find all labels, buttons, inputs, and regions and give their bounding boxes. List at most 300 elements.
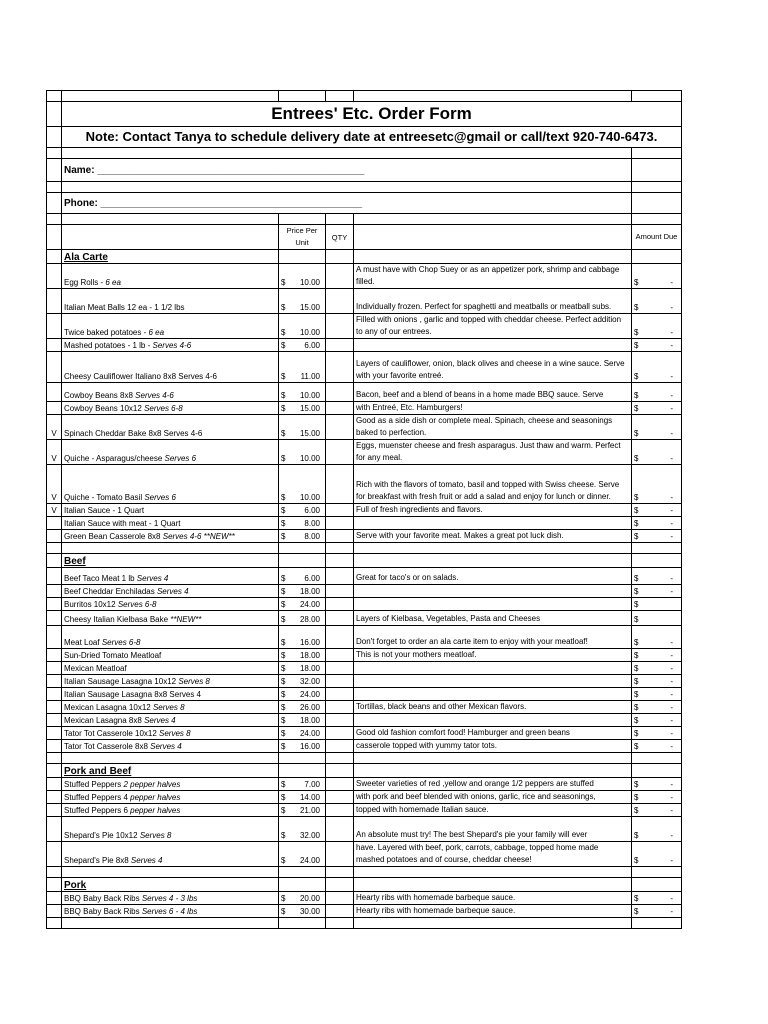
currency-sign: $ bbox=[281, 677, 286, 686]
amount-wrap bbox=[634, 792, 679, 803]
currency-sign: $ bbox=[634, 638, 639, 647]
amount-due bbox=[632, 649, 682, 662]
item-name bbox=[62, 688, 279, 701]
empty-cell bbox=[326, 867, 354, 878]
qty-input-cell[interactable] bbox=[326, 289, 354, 314]
amount-wrap bbox=[634, 403, 679, 414]
item-name-text: Shepard's Pie 8x8 bbox=[64, 856, 131, 865]
item-row bbox=[47, 415, 682, 440]
item-description: Full of fresh ingredients and flavors. bbox=[354, 504, 632, 517]
qty-input-cell[interactable] bbox=[326, 892, 354, 905]
empty-cell bbox=[326, 764, 354, 778]
qty-input-cell[interactable] bbox=[326, 352, 354, 383]
item-name bbox=[62, 264, 279, 289]
item-name-text: Beef Taco Meat 1 lb bbox=[64, 574, 137, 583]
item-description: Layers of cauliflower, onion, black olives and cheese in a wine sauce. Serve with your favorite entreé. bbox=[354, 352, 632, 383]
section-label: Ala Carte bbox=[62, 250, 279, 264]
empty-cell bbox=[47, 918, 62, 929]
vegetarian-marker bbox=[47, 701, 62, 714]
amount-wrap bbox=[634, 741, 679, 752]
qty-input-cell[interactable] bbox=[326, 675, 354, 688]
qty-input-cell[interactable] bbox=[326, 905, 354, 918]
amount-wrap bbox=[634, 702, 679, 713]
column-header-row bbox=[47, 225, 682, 250]
currency-sign: $ bbox=[634, 328, 639, 337]
qty-input-cell[interactable] bbox=[326, 402, 354, 415]
vegetarian-marker bbox=[47, 791, 62, 804]
item-serves-text: Serves 6-8 bbox=[117, 600, 157, 609]
item-price bbox=[279, 314, 326, 339]
vegetarian-marker: V bbox=[47, 465, 62, 504]
item-price bbox=[279, 611, 326, 626]
price-wrap bbox=[281, 741, 323, 752]
item-price bbox=[279, 817, 326, 842]
amount-due bbox=[632, 611, 682, 626]
currency-sign: $ bbox=[634, 506, 639, 515]
item-row bbox=[47, 339, 682, 352]
currency-sign: $ bbox=[281, 454, 286, 463]
qty-input-cell[interactable] bbox=[326, 415, 354, 440]
item-serves-text: Serves 4-6 **NEW** bbox=[162, 532, 235, 541]
empty-cell bbox=[47, 543, 62, 554]
qty-input-cell[interactable] bbox=[326, 339, 354, 352]
amount-value: - bbox=[670, 729, 673, 738]
item-row bbox=[47, 611, 682, 626]
amount-value: - bbox=[670, 574, 673, 583]
amount-due bbox=[632, 626, 682, 649]
amount-due bbox=[632, 314, 682, 339]
item-price bbox=[279, 585, 326, 598]
qty-input-cell[interactable] bbox=[326, 598, 354, 611]
item-name bbox=[62, 649, 279, 662]
empty-cell bbox=[47, 753, 62, 764]
amount-column-header: Amount Due bbox=[632, 225, 682, 250]
item-serves-text: pepper halves bbox=[130, 793, 181, 802]
currency-sign: $ bbox=[281, 493, 286, 502]
price-value: 32.00 bbox=[299, 831, 320, 840]
price-wrap bbox=[281, 531, 323, 542]
qty-input-cell[interactable] bbox=[326, 626, 354, 649]
currency-sign: $ bbox=[281, 391, 286, 400]
qty-input-cell[interactable] bbox=[326, 504, 354, 517]
item-row bbox=[47, 714, 682, 727]
spacer-row bbox=[47, 148, 682, 159]
qty-input-cell[interactable] bbox=[326, 817, 354, 842]
item-price bbox=[279, 701, 326, 714]
section-row bbox=[47, 250, 682, 264]
qty-input-cell[interactable] bbox=[326, 585, 354, 598]
price-value: 18.00 bbox=[299, 587, 320, 596]
amount-due bbox=[632, 517, 682, 530]
amount-wrap bbox=[634, 277, 679, 288]
vegetarian-marker bbox=[47, 817, 62, 842]
currency-sign: $ bbox=[281, 831, 286, 840]
section-label: Beef bbox=[62, 554, 279, 568]
price-wrap bbox=[281, 715, 323, 726]
amount-due bbox=[632, 383, 682, 402]
amount-value: - bbox=[670, 638, 673, 647]
amount-due bbox=[632, 714, 682, 727]
spacer-row bbox=[47, 182, 682, 193]
item-row bbox=[47, 662, 682, 675]
price-value: 24.00 bbox=[299, 690, 320, 699]
currency-sign: $ bbox=[634, 278, 639, 287]
amount-value: - bbox=[670, 703, 673, 712]
item-name bbox=[62, 465, 279, 504]
currency-sign: $ bbox=[634, 587, 639, 596]
item-row bbox=[47, 649, 682, 662]
form-title: Entrees' Etc. Order Form bbox=[62, 102, 682, 127]
qty-input-cell[interactable] bbox=[326, 440, 354, 465]
item-serves-text: pepper halves bbox=[130, 806, 181, 815]
item-name-text: Italian Sausage Lasagna 8x8 Serves 4 bbox=[64, 690, 201, 699]
currency-sign: $ bbox=[634, 831, 639, 840]
currency-sign: $ bbox=[281, 615, 286, 624]
currency-sign: $ bbox=[634, 493, 639, 502]
qty-input-cell[interactable] bbox=[326, 568, 354, 585]
amount-wrap bbox=[634, 855, 679, 866]
item-serves-text: Serves 8 bbox=[139, 831, 172, 840]
empty-cell bbox=[354, 753, 632, 764]
vegetarian-marker bbox=[47, 778, 62, 791]
empty-cell bbox=[62, 753, 279, 764]
amount-wrap bbox=[634, 371, 679, 382]
price-value: 10.00 bbox=[299, 278, 320, 287]
amount-due bbox=[632, 804, 682, 817]
item-row bbox=[47, 383, 682, 402]
item-serves-text: 6 ea bbox=[148, 328, 165, 337]
item-price bbox=[279, 504, 326, 517]
item-row bbox=[47, 727, 682, 740]
amount-due bbox=[632, 701, 682, 714]
item-description: This is not your mothers meatloaf. bbox=[354, 649, 632, 662]
item-price bbox=[279, 530, 326, 543]
price-wrap bbox=[281, 277, 323, 288]
vegetarian-marker bbox=[47, 688, 62, 701]
item-serves-text: Serves 4 bbox=[144, 716, 176, 725]
empty-cell bbox=[354, 543, 632, 554]
vegetarian-marker bbox=[47, 339, 62, 352]
item-name-text: Stuffed Peppers 6 bbox=[64, 806, 131, 815]
amount-value: - bbox=[670, 793, 673, 802]
section-row bbox=[47, 878, 682, 892]
item-serves-text: Serves 4 bbox=[130, 856, 163, 865]
currency-sign: $ bbox=[634, 677, 639, 686]
item-price bbox=[279, 626, 326, 649]
item-description: with pork and beef blended with onions, garlic, rice and seasonings, bbox=[354, 791, 632, 804]
price-wrap bbox=[281, 586, 323, 597]
price-value: 20.00 bbox=[299, 894, 320, 903]
item-price bbox=[279, 383, 326, 402]
price-value: 24.00 bbox=[299, 729, 320, 738]
item-name-text: Italian Sauce - 1 Quart bbox=[64, 506, 145, 515]
item-serves-text: Serves 4 bbox=[156, 587, 189, 596]
price-wrap bbox=[281, 492, 323, 503]
qty-input-cell[interactable] bbox=[326, 465, 354, 504]
item-serves-text: **NEW** bbox=[170, 615, 202, 624]
empty-cell bbox=[632, 753, 682, 764]
amount-wrap bbox=[634, 453, 679, 464]
price-wrap bbox=[281, 650, 323, 661]
amount-wrap bbox=[634, 428, 679, 439]
vegetarian-marker bbox=[47, 264, 62, 289]
currency-sign: $ bbox=[281, 894, 286, 903]
phone-row bbox=[47, 193, 682, 214]
currency-sign: $ bbox=[281, 907, 286, 916]
veg-cell bbox=[47, 878, 62, 892]
currency-sign: $ bbox=[281, 506, 286, 515]
item-name-text: Twice baked potatoes - bbox=[64, 328, 149, 337]
item-name-text: Mexican Meatloaf bbox=[64, 664, 127, 673]
currency-sign: $ bbox=[281, 574, 286, 583]
item-description: A must have with Chop Suey or as an appetizer pork, shrimp and cabbage filled. bbox=[354, 264, 632, 289]
empty-cell bbox=[279, 250, 326, 264]
amount-wrap bbox=[634, 663, 679, 674]
item-description bbox=[354, 598, 632, 611]
price-wrap bbox=[281, 663, 323, 674]
currency-sign: $ bbox=[634, 856, 639, 865]
amount-due bbox=[632, 289, 682, 314]
amount-value: - bbox=[670, 894, 673, 903]
empty-cell bbox=[62, 867, 279, 878]
qty-input-cell[interactable] bbox=[326, 791, 354, 804]
empty-cell bbox=[326, 250, 354, 264]
qty-input-cell[interactable] bbox=[326, 701, 354, 714]
item-row bbox=[47, 402, 682, 415]
currency-sign: $ bbox=[634, 806, 639, 815]
amount-due bbox=[632, 440, 682, 465]
item-price bbox=[279, 688, 326, 701]
item-description bbox=[354, 714, 632, 727]
amount-due bbox=[632, 892, 682, 905]
item-row bbox=[47, 352, 682, 383]
amount-due bbox=[632, 585, 682, 598]
vegetarian-marker bbox=[47, 611, 62, 626]
price-value: 15.00 bbox=[299, 429, 320, 438]
qty-input-cell[interactable] bbox=[326, 740, 354, 753]
item-serves-text: Serves 6 - 4 lbs bbox=[141, 907, 198, 916]
item-row bbox=[47, 504, 682, 517]
currency-sign: $ bbox=[634, 454, 639, 463]
price-wrap bbox=[281, 518, 323, 529]
price-wrap bbox=[281, 428, 323, 439]
amount-value: - bbox=[670, 742, 673, 751]
amount-due bbox=[632, 530, 682, 543]
item-price bbox=[279, 778, 326, 791]
amount-due bbox=[632, 504, 682, 517]
vegetarian-marker bbox=[47, 649, 62, 662]
vegetarian-marker bbox=[47, 675, 62, 688]
item-description: Tortillas, black beans and other Mexican flavors. bbox=[354, 701, 632, 714]
item-name-text: Quiche - Asparagus/cheese bbox=[64, 454, 165, 463]
price-value: 30.00 bbox=[299, 907, 320, 916]
amount-due bbox=[632, 415, 682, 440]
item-name bbox=[62, 804, 279, 817]
amount-due bbox=[632, 817, 682, 842]
currency-sign: $ bbox=[634, 664, 639, 673]
item-row bbox=[47, 626, 682, 649]
price-wrap bbox=[281, 573, 323, 584]
item-name-text: Cowboy Beans 10x12 bbox=[64, 404, 145, 413]
item-name bbox=[62, 626, 279, 649]
qty-column-header: QTY bbox=[326, 225, 354, 250]
phone-field[interactable]: Phone: _______________________________________________ bbox=[62, 193, 632, 214]
item-row bbox=[47, 791, 682, 804]
amount-value: - bbox=[670, 677, 673, 686]
vegetarian-marker bbox=[47, 530, 62, 543]
price-value: 10.00 bbox=[299, 493, 320, 502]
qty-input-cell[interactable] bbox=[326, 842, 354, 867]
currency-sign: $ bbox=[281, 600, 286, 609]
item-price bbox=[279, 517, 326, 530]
vegetarian-marker bbox=[47, 352, 62, 383]
item-row bbox=[47, 905, 682, 918]
qty-input-cell[interactable] bbox=[326, 662, 354, 675]
item-price bbox=[279, 415, 326, 440]
vegetarian-marker bbox=[47, 383, 62, 402]
price-value: 18.00 bbox=[299, 664, 320, 673]
currency-sign: $ bbox=[281, 638, 286, 647]
item-name bbox=[62, 611, 279, 626]
qty-input-cell[interactable] bbox=[326, 714, 354, 727]
amount-wrap bbox=[634, 893, 679, 904]
amount-wrap bbox=[634, 573, 679, 584]
amount-wrap bbox=[634, 637, 679, 648]
qty-input-cell[interactable] bbox=[326, 530, 354, 543]
item-description: Hearty ribs with homemade barbeque sauce. bbox=[354, 905, 632, 918]
amount-due bbox=[632, 740, 682, 753]
item-name-text: Stuffed Peppers 4 bbox=[64, 793, 131, 802]
vegetarian-marker bbox=[47, 626, 62, 649]
note-row bbox=[47, 127, 682, 148]
qty-input-cell[interactable] bbox=[326, 383, 354, 402]
price-value: 8.00 bbox=[304, 519, 320, 528]
veg-cell bbox=[47, 554, 62, 568]
currency-sign: $ bbox=[281, 806, 286, 815]
price-wrap bbox=[281, 855, 323, 866]
price-value: 6.00 bbox=[304, 574, 320, 583]
vegetarian-marker bbox=[47, 905, 62, 918]
amount-wrap bbox=[634, 505, 679, 516]
section-row bbox=[47, 554, 682, 568]
price-value: 18.00 bbox=[299, 651, 320, 660]
item-serves-text: Serves 4-6 bbox=[152, 341, 192, 350]
empty-cell bbox=[632, 250, 682, 264]
amount-value: - bbox=[670, 519, 673, 528]
amount-wrap bbox=[634, 586, 679, 597]
price-value: 16.00 bbox=[299, 742, 320, 751]
qty-input-cell[interactable] bbox=[326, 517, 354, 530]
item-name-text: Quiche - Tomato Basil bbox=[64, 493, 145, 502]
item-description bbox=[354, 517, 632, 530]
item-name bbox=[62, 339, 279, 352]
amount-due bbox=[632, 402, 682, 415]
item-row bbox=[47, 465, 682, 504]
item-name bbox=[62, 740, 279, 753]
vegetarian-marker bbox=[47, 842, 62, 867]
item-price bbox=[279, 402, 326, 415]
empty-cell bbox=[62, 543, 279, 554]
name-field[interactable]: Name: ________________________________________________ bbox=[62, 159, 632, 182]
amount-value: - bbox=[670, 404, 673, 413]
amount-value: - bbox=[670, 532, 673, 541]
top-blank-row bbox=[47, 91, 682, 102]
amount-value: - bbox=[670, 341, 673, 350]
item-price bbox=[279, 264, 326, 289]
price-wrap bbox=[281, 614, 323, 625]
amount-wrap bbox=[634, 650, 679, 661]
qty-input-cell[interactable] bbox=[326, 649, 354, 662]
price-value: 24.00 bbox=[299, 600, 320, 609]
amount-due bbox=[632, 598, 682, 611]
empty-cell bbox=[354, 554, 632, 568]
empty-cell bbox=[354, 918, 632, 929]
currency-sign: $ bbox=[634, 303, 639, 312]
item-description: Sweeter varieties of red ,yellow and orange 1/2 peppers are stuffed bbox=[354, 778, 632, 791]
price-wrap bbox=[281, 327, 323, 338]
qty-input-cell[interactable] bbox=[326, 727, 354, 740]
price-value: 28.00 bbox=[299, 615, 320, 624]
item-name-text: Green Bean Casserole 8x8 bbox=[64, 532, 163, 541]
price-value: 16.00 bbox=[299, 638, 320, 647]
qty-input-cell[interactable] bbox=[326, 688, 354, 701]
currency-sign: $ bbox=[281, 703, 286, 712]
qty-input-cell[interactable] bbox=[326, 264, 354, 289]
price-value: 10.00 bbox=[299, 391, 320, 400]
price-value: 15.00 bbox=[299, 404, 320, 413]
item-description: Good as a side dish or complete meal. Spinach, cheese and seasonings baked to perfection. bbox=[354, 415, 632, 440]
vegetarian-marker: V bbox=[47, 440, 62, 465]
currency-sign: $ bbox=[634, 793, 639, 802]
amount-value: - bbox=[670, 493, 673, 502]
currency-sign: $ bbox=[281, 429, 286, 438]
item-serves-text: Serves 8 bbox=[159, 729, 191, 738]
qty-input-cell[interactable] bbox=[326, 804, 354, 817]
currency-sign: $ bbox=[634, 391, 639, 400]
price-wrap bbox=[281, 830, 323, 841]
item-description: have. Layered with beef, pork, carrots, cabbage, topped home made mashed potatoes and of course, cheddar cheese! bbox=[354, 842, 632, 867]
item-name-text: Italian Sausage Lasagna 10x12 bbox=[64, 677, 179, 686]
item-row bbox=[47, 517, 682, 530]
item-row bbox=[47, 804, 682, 817]
amount-wrap bbox=[634, 676, 679, 687]
qty-input-cell[interactable] bbox=[326, 778, 354, 791]
currency-sign: $ bbox=[634, 690, 639, 699]
item-description: Don't forget to order an ala carte item to enjoy with your meatloaf! bbox=[354, 626, 632, 649]
price-wrap bbox=[281, 893, 323, 904]
price-wrap bbox=[281, 689, 323, 700]
empty-cell bbox=[632, 867, 682, 878]
currency-sign: $ bbox=[634, 894, 639, 903]
amount-wrap bbox=[634, 689, 679, 700]
qty-input-cell[interactable] bbox=[326, 611, 354, 626]
item-name-text: Meat Loaf bbox=[64, 638, 102, 647]
item-row bbox=[47, 530, 682, 543]
item-name-text: Tator Tot Casserole 8x8 bbox=[64, 742, 151, 751]
amount-due bbox=[632, 339, 682, 352]
item-row bbox=[47, 568, 682, 585]
amount-wrap bbox=[634, 327, 679, 338]
qty-input-cell[interactable] bbox=[326, 314, 354, 339]
item-name bbox=[62, 585, 279, 598]
item-name bbox=[62, 383, 279, 402]
price-wrap bbox=[281, 792, 323, 803]
price-wrap bbox=[281, 805, 323, 816]
spacer-row bbox=[47, 214, 682, 225]
price-value: 24.00 bbox=[299, 856, 320, 865]
amount-wrap bbox=[634, 715, 679, 726]
price-wrap bbox=[281, 340, 323, 351]
